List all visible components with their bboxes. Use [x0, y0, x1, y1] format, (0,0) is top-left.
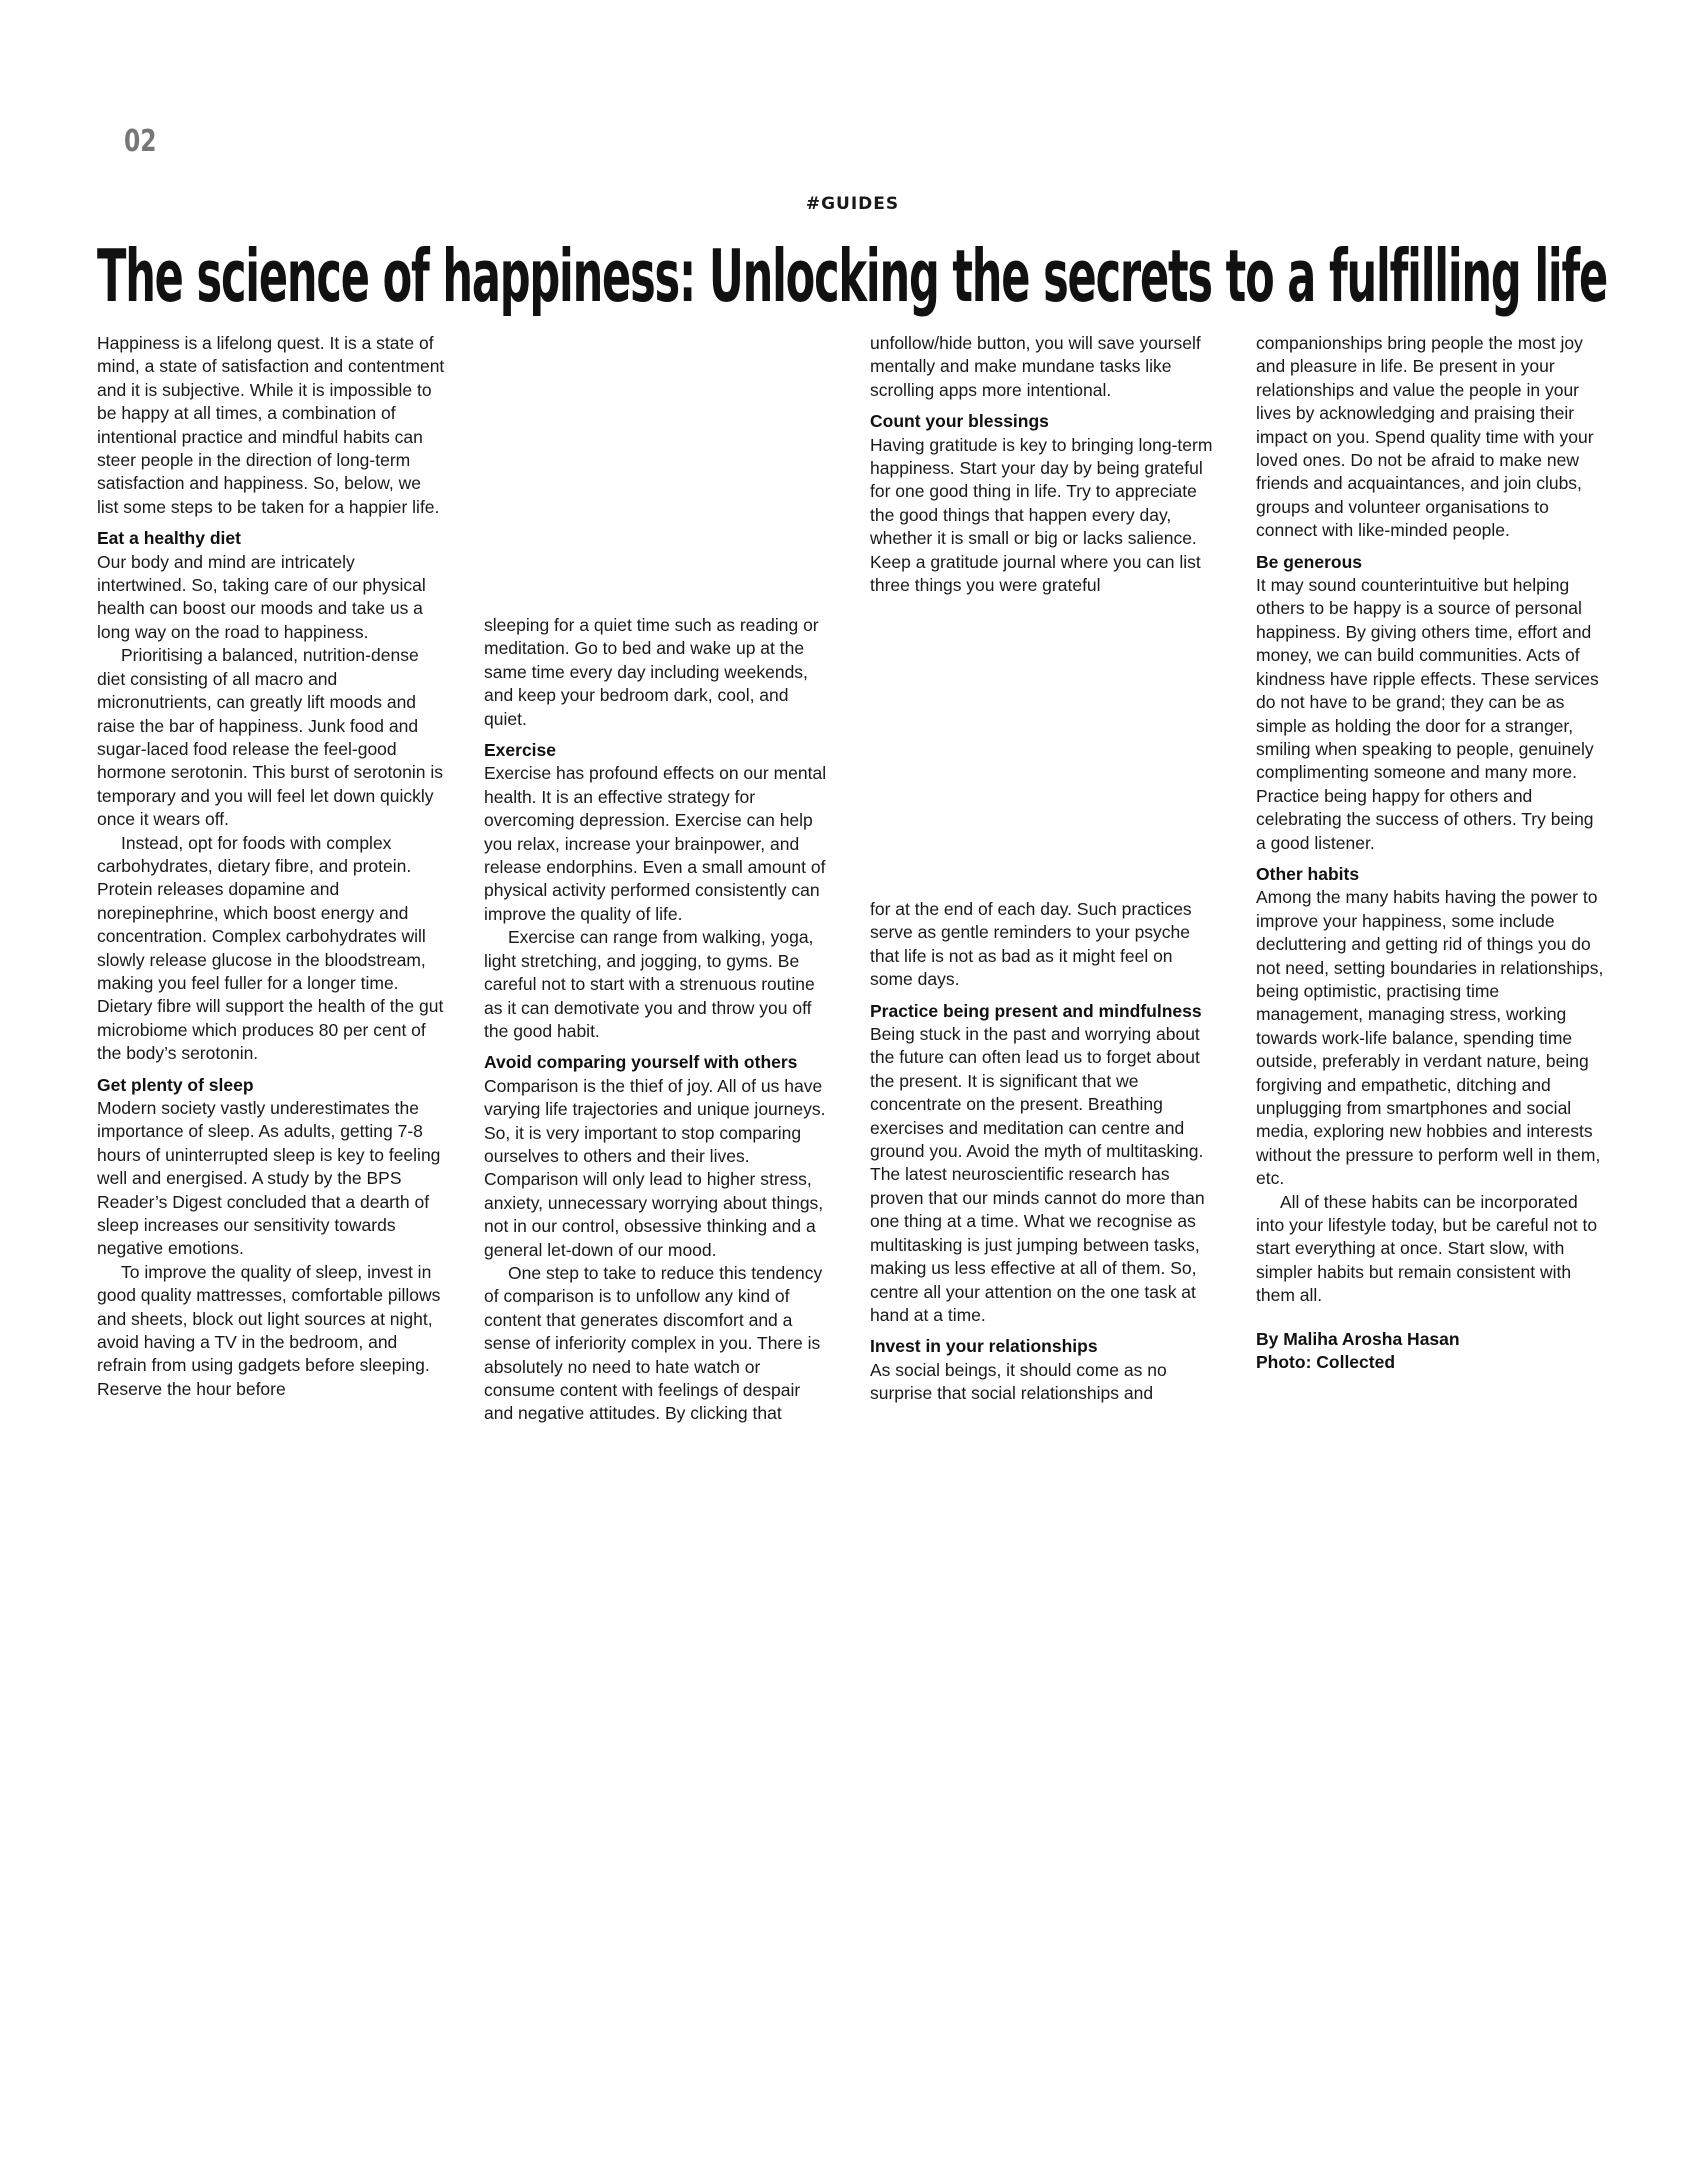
- article-column-1: [97, 332, 447, 1401]
- paragraph: All of these habits can be incorporated into your lifestyle today, but be careful not to start everything at once. Start slow, with simpler habits but remain consistent with them all.: [1256, 1191, 1598, 1306]
- section-heading: Exercise: [484, 740, 557, 761]
- section-tag: #GUIDES: [805, 194, 900, 214]
- paragraph: Exercise can range from walking, yoga, light stretching, and jogging, to gyms. Be careful not to start with a strenuous routine as it can demotivate you and throw you off the good habit.: [484, 927, 815, 1041]
- author-credit: By Maliha Arosha Hasan: [1256, 1328, 1460, 1349]
- section-heading: Practice being present and mindfulness: [870, 1000, 1202, 1021]
- page-number: 02: [124, 124, 157, 159]
- paragraph: Being stuck in the past and worrying about the future can often lead us to forget about the present. It is significant that we concentrate on the present. Breathing exercises and meditation can centre and ground you. Avoid the myth of multitasking. The latest neuroscientific research has proven that our minds cannot do more than one thing at a time. What we recognise as multitasking is just jumping between tasks, making us less effective at all of them. So, centre all your attention on the one task at hand at a time.: [870, 1024, 1205, 1325]
- paragraph: As social beings, it should come as no surprise that social relationships and: [870, 1359, 1167, 1404]
- headline: The science of happiness: Unlocking the secrets to a fulfilling life: [97, 234, 1608, 318]
- paragraph: sleeping for a quiet time such as reading or meditation. Go to bed and wake up at the same time every day including weekends, and keep your bedroom dark, cool, and quiet.: [484, 615, 819, 729]
- byline: [1256, 1328, 1606, 1375]
- paragraph: Instead, opt for foods with complex carbohydrates, dietary fibre, and protein. Protein releases dopamine and norepinephrine, which boost energy and concentration. Complex carbohydrates will slowly release glucose in the bloodstream, making you feel fuller for a longer time. Dietary fibre will support the health of the gut microbiome which produces 80 per cent of the body’s serotonin.: [97, 832, 444, 1064]
- section-heading: Get plenty of sleep: [97, 1074, 254, 1095]
- paragraph: Our body and mind are intricately intertwined. So, taking care of our physical health can boost our moods and take us a long way on the road to happiness.: [97, 551, 426, 642]
- paragraph: Among the many habits having the power to improve your happiness, some include decluttering and getting rid of things you do not need, setting boundaries in relationships, being optimistic, practising time management, managing stress, working towards work-life balance, spending time outside, preferably in verdant nature, being forgiving and empathetic, ditching and unplugging from smartphones and social media, exploring new hobbies and interests without the pressure to perform well in them, etc.: [1256, 887, 1604, 1189]
- paragraph: It may sound counterintuitive but helping others to be happy is a source of personal happiness. By giving others time, effort and money, we can build communities. Acts of kindness have ripple effects. These services do not have to be grand; they can be as simple as holding the door for a stranger, smiling when speaking to people, genuinely complimenting someone and many more. Practice being happy for others and celebrating the success of others. Try being a good listener.: [1256, 575, 1599, 853]
- article-column-2: [484, 614, 834, 1426]
- section-heading: Other habits: [1256, 863, 1360, 884]
- section-heading: Eat a healthy diet: [97, 528, 241, 549]
- section-heading: Invest in your relationships: [870, 1336, 1098, 1357]
- section-heading: Avoid comparing yourself with others: [484, 1052, 798, 1073]
- paragraph: Exercise has profound effects on our mental health. It is an effective strategy for overcoming depression. Exercise can help you relax, increase your brainpower, and release endorphins. Even a small amount of physical activity performed consistently can improve the quality of life.: [484, 763, 827, 924]
- photo-credit: Photo: Collected: [1256, 1352, 1396, 1373]
- paragraph: unfollow/hide button, you will save yourself mentally and make mundane tasks like scrolling apps more intentional.: [870, 333, 1201, 400]
- paragraph: Modern society vastly underestimates the importance of sleep. As adults, getting 7-8 hours of uninterrupted sleep is key to feeling well and energised. A study by the BPS Reader’s Digest concluded that a dearth of sleep increases our sensitivity towards negative emotions.: [97, 1098, 441, 1259]
- article-column-3-bottom: [870, 898, 1220, 1406]
- paragraph: Prioritising a balanced, nutrition-dense diet consisting of all macro and micronutrients, can greatly lift moods and raise the bar of happiness. Junk food and sugar-laced food release the feel-good hormone serotonin. This burst of serotonin is temporary and you will feel let down quickly once it wears off.: [97, 645, 443, 830]
- paragraph: companionships bring people the most joy and pleasure in life. Be present in your relationships and value the people in your lives by acknowledging and praising their impact on you. Spend quality time with your loved ones. Do not be afraid to make new friends and acquaintances, and join clubs, groups and volunteer organisations to connect with like-minded people.: [1256, 333, 1594, 541]
- paragraph: Having gratitude is key to bringing long-term happiness. Start your day by being grateful for one good thing in life. Try to appreciate the good things that happen every day, whether it is small or big or lacks salience. Keep a gratitude journal where you can list three things you were grateful: [870, 434, 1213, 596]
- section-heading: Be generous: [1256, 551, 1362, 572]
- paragraph: To improve the quality of sleep, invest in good quality mattresses, comfortable pillows and sheets, block out light sources at night, avoid having a TV in the bedroom, and refrain from using gadgets before sleeping. Reserve the hour before: [97, 1261, 441, 1399]
- article-column-3-top: [870, 332, 1220, 597]
- section-heading: Count your blessings: [870, 411, 1049, 432]
- paragraph: for at the end of each day. Such practices serve as gentle reminders to your psyche that life is not as bad as it might feel on some days.: [870, 899, 1192, 990]
- paragraph: One step to take to reduce this tendency of comparison is to unfollow any kind of content that generates discomfort and a sense of inferiority complex in you. There is absolutely no need to hate watch or consume content with feelings of despair and negative attitudes. By clicking that: [484, 1262, 823, 1424]
- paragraph: Happiness is a lifelong quest. It is a state of mind, a state of satisfaction and contentment and it is subjective. While it is impossible to be happy at all times, a combination of intentional practice and mindful habits can steer people in the direction of long-term satisfaction and happiness. So, below, we list some steps to be taken for a happier life.: [97, 333, 445, 517]
- paragraph: Comparison is the thief of joy. All of us have varying life trajectories and unique journeys. So, it is very important to stop comparing ourselves to others and their lives. Comparison will only lead to higher stress, anxiety, unnecessary worrying about things, not in our control, obsessive thinking and a general let-down of our mood.: [484, 1075, 826, 1260]
- article-column-4: [1256, 332, 1606, 1374]
